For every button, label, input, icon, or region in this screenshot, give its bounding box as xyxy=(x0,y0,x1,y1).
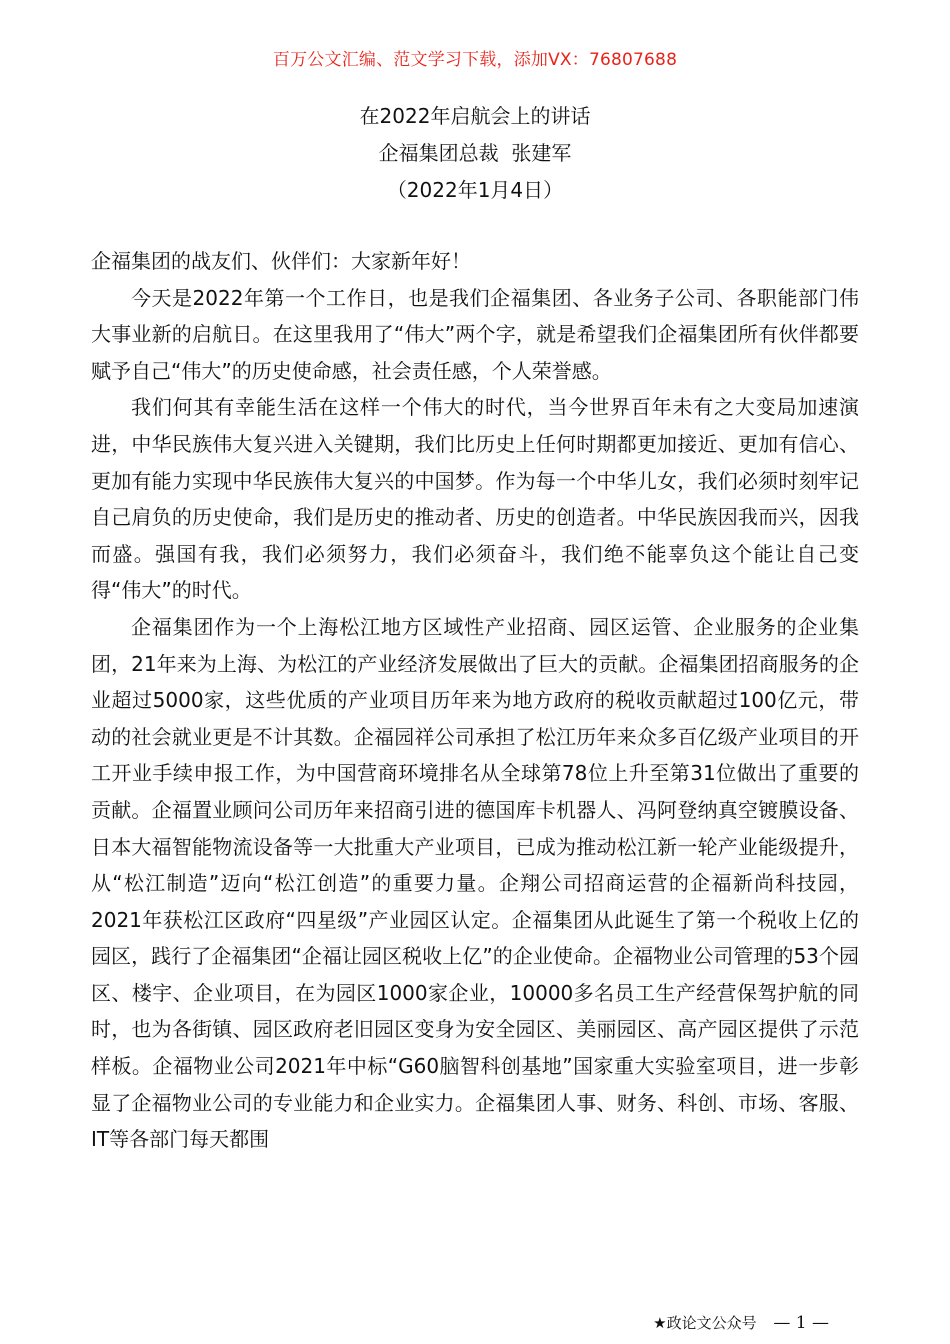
footer-source: ★政论文公众号 xyxy=(653,1314,757,1332)
document-title: 在2022年启航会上的讲话 xyxy=(359,104,591,128)
document-body xyxy=(91,243,859,1158)
body-paragraph-2: 我们何其有幸能生活在这样一个伟大的时代，当今世界百年未有之大变局加速演进，中华民族伟大复兴进入关键期，我们比历史上任何时期都更加接近、更加有信心、更加有能力实现中华民族伟大复兴的中国梦。作为每一个中华儿女，我们必须时刻牢记自己肩负的历史使命，我们是历史的推动者、历史的创造者。中华民族因我而兴，因我而盛。强国有我，我们必须努力，我们必须奋斗，我们绝不能辜负这个能让自己变得“伟大”的时代。 xyxy=(91,395,859,603)
document-date: （2022年1月4日） xyxy=(386,178,564,202)
body-paragraph-1: 今天是2022年第一个工作日，也是我们企福集团、各业务子公司、各职能部门伟大事业新的启航日。在这里我用了“伟大”两个字，就是希望我们企福集团所有伙伴都要赋予自己“伟大”的历史使命感，社会责任感，个人荣誉感。 xyxy=(91,285,859,383)
document-author: 企福集团总裁 张建军 xyxy=(378,141,572,165)
body-paragraph-3: 企福集团作为一个上海松江地方区域性产业招商、园区运管、企业服务的企业集团，21年来为上海、为松江的产业经济发展做出了巨大的贡献。企福集团招商服务的企业超过5000家，这些优质的产业项目历年来为地方政府的税收贡献超过100亿元，带动的社会就业更是不计其数。企福园祥公司承担了松江历年来众多百亿级产业项目的开工开业手续申报工作，为中国营商环境排名从全球第78位上升至第31位做出了重要的贡献。企福置业顾问公司历年来招商引进的德国库卡机器人、冯阿登纳真空镀膜设备、日本大福智能物流设备等一大批重大产业项目，已成为推动松江新一轮产业能级提升，从“松江制造”迈向“松江创造”的重要力量。企翔公司招商运营的企福新尚科技园，2021年获松江区政府“四星级”产业园区认定。企福集团从此诞生了第一个税收上亿的园区，践行了企福集团“企福让园区税收上亿”的企业使命。企福物业公司管理的53个园区、楼宇、企业项目，在为园区1000家企业，10000多名员工生产经营保驾护航的同时，也为各街镇、园区政府老旧园区变身为安全园区、美丽园区、高产园区提供了示范样板。企福物业公司2021年中标“G60脑智科创基地”国家重大实验室项目，进一步彰显了企福物业公司的专业能力和企业实力。企福集团人事、财务、科创、市场、客服、IT等各部门每天都围 xyxy=(91,614,859,1152)
page-number: — 1 — xyxy=(773,1313,829,1333)
page-footer xyxy=(653,1311,829,1335)
watermark-banner: 百万公文汇编、范文学习下载，添加VX：76807688 xyxy=(272,50,678,70)
document-header xyxy=(0,98,950,209)
salutation: 企福集团的战友们、伙伴们：大家新年好！ xyxy=(91,249,471,273)
